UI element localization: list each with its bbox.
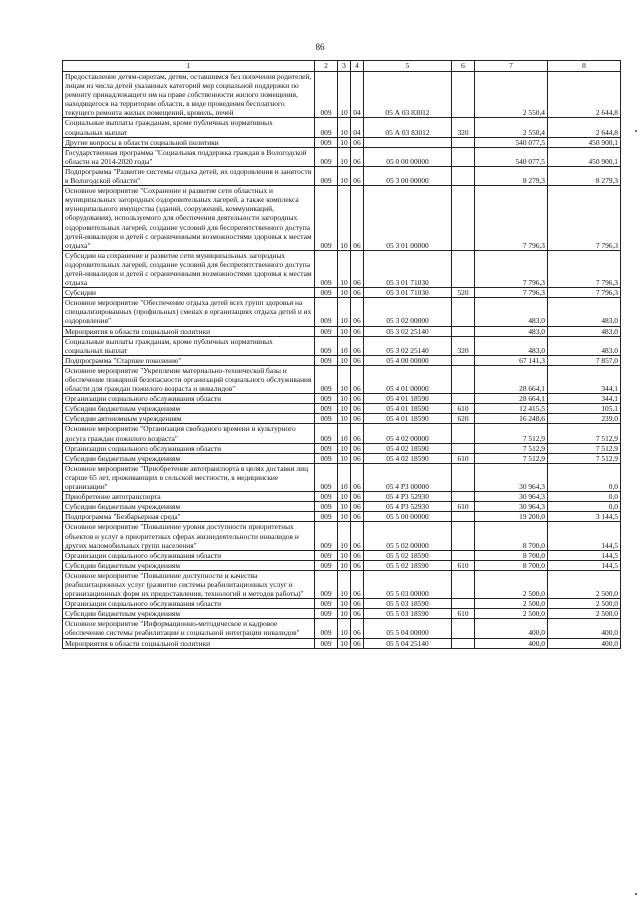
row-rz-cell: 10 bbox=[338, 570, 351, 598]
row-rz-cell: 10 bbox=[338, 147, 351, 166]
row-rz-cell: 10 bbox=[338, 186, 351, 251]
row-pr-cell: 06 bbox=[351, 453, 364, 463]
row-csr-cell: 05 0 00 00000 bbox=[364, 147, 452, 166]
header-col-5: 5 bbox=[364, 61, 452, 72]
row-vr-cell bbox=[452, 326, 475, 336]
page-number: 86 bbox=[315, 42, 325, 52]
row-vr-cell bbox=[452, 137, 475, 147]
row-csr-cell: 05 5 03 00000 bbox=[364, 570, 452, 598]
table-row bbox=[63, 166, 621, 185]
row-vr-cell: 610 bbox=[452, 560, 475, 570]
row-value-2020-cell: 483,0 bbox=[548, 336, 621, 355]
row-vr-cell bbox=[452, 298, 475, 326]
row-csr-cell: 05 3 02 00000 bbox=[364, 298, 452, 326]
table-row bbox=[63, 336, 621, 355]
row-value-2020-cell: 344,1 bbox=[548, 365, 621, 393]
table-row bbox=[63, 560, 621, 570]
row-rz-cell: 10 bbox=[338, 72, 351, 118]
row-pr-cell: 06 bbox=[351, 463, 364, 491]
row-name-cell: Основное мероприятие "Обеспечение отдыха детей всех групп здоровья на специализированных (профильных) сменах в организациях отдыха детей и их оздоровления" bbox=[63, 298, 315, 326]
row-vr-cell bbox=[452, 166, 475, 185]
row-vr-cell bbox=[452, 599, 475, 609]
row-value-2020-cell: 2 644,8 bbox=[548, 118, 621, 137]
header-col-8: 8 bbox=[548, 61, 621, 72]
row-vr-cell: 620 bbox=[452, 414, 475, 424]
row-vr-cell bbox=[452, 638, 475, 648]
row-value-2020-cell: 144,5 bbox=[548, 560, 621, 570]
row-rz-cell: 10 bbox=[338, 336, 351, 355]
row-csr-cell: 05 5 00 00000 bbox=[364, 512, 452, 522]
header-col-6: 6 bbox=[452, 61, 475, 72]
row-csr-cell: 05 4 00 00000 bbox=[364, 355, 452, 365]
row-value-2019-cell: 7 796,3 bbox=[475, 250, 548, 287]
row-rz-cell: 10 bbox=[338, 492, 351, 502]
row-name-cell: Субсидии на сохранение и развитие сети муниципальных загородных оздоровительных лагерей, создание условий для беспрепятственного доступа детей-инвалидов и детей с ограниченными возможностями здоровья к местам отдыха bbox=[63, 250, 315, 287]
row-value-2019-cell: 2 500,0 bbox=[475, 599, 548, 609]
row-csr-cell: 05 3 01 71030 bbox=[364, 288, 452, 298]
row-name-cell: Подпрограмма "Развитие системы отдыха детей, их оздоровления и занятости в Вологодской области" bbox=[63, 166, 315, 185]
row-name-cell: Организации социального обслуживания области bbox=[63, 443, 315, 453]
row-vr-cell bbox=[452, 147, 475, 166]
row-csr-cell: 05 3 01 00000 bbox=[364, 186, 452, 251]
row-value-2020-cell: 2 500,0 bbox=[548, 599, 621, 609]
row-pr-cell: 06 bbox=[351, 522, 364, 550]
table-row bbox=[63, 550, 621, 560]
table-row bbox=[63, 118, 621, 137]
row-vr-cell bbox=[452, 463, 475, 491]
row-pr-cell: 06 bbox=[351, 609, 364, 619]
row-grbs-cell: 009 bbox=[315, 638, 338, 648]
row-value-2019-cell: 400,0 bbox=[475, 638, 548, 648]
row-grbs-cell: 009 bbox=[315, 414, 338, 424]
row-value-2020-cell: 450 900,1 bbox=[548, 137, 621, 147]
row-name-cell: Субсидии бюджетным учреждениям bbox=[63, 453, 315, 463]
row-value-2019-cell: 30 964,3 bbox=[475, 463, 548, 491]
row-name-cell: Основное мероприятие "Информационно-методическое и кадровое обеспечение системы реабилитации и социальной интеграции инвалидов" bbox=[63, 619, 315, 638]
row-csr-cell: 05 А 03 83012 bbox=[364, 118, 452, 137]
row-vr-cell bbox=[452, 424, 475, 443]
row-value-2019-cell: 19 200,0 bbox=[475, 512, 548, 522]
row-value-2019-cell: 400,0 bbox=[475, 619, 548, 638]
row-value-2020-cell: 400,0 bbox=[548, 638, 621, 648]
table-row bbox=[63, 365, 621, 393]
budget-table-body bbox=[63, 61, 621, 649]
row-grbs-cell: 009 bbox=[315, 137, 338, 147]
row-name-cell: Подпрограмма "Безбарьерная среда" bbox=[63, 512, 315, 522]
table-row bbox=[63, 522, 621, 550]
row-grbs-cell: 009 bbox=[315, 570, 338, 598]
row-value-2020-cell: 2 500,0 bbox=[548, 570, 621, 598]
table-row bbox=[63, 502, 621, 512]
row-csr-cell: 05 5 04 25140 bbox=[364, 638, 452, 648]
row-rz-cell: 10 bbox=[338, 404, 351, 414]
table-row bbox=[63, 72, 621, 118]
row-name-cell: Другие вопросы в области социальной политики bbox=[63, 137, 315, 147]
row-pr-cell: 06 bbox=[351, 250, 364, 287]
row-name-cell: Субсидии бюджетным учреждениям bbox=[63, 404, 315, 414]
row-value-2019-cell: 67 141,3 bbox=[475, 355, 548, 365]
row-name-cell: Субсидии бюджетным учреждениям bbox=[63, 560, 315, 570]
row-grbs-cell: 009 bbox=[315, 492, 338, 502]
row-value-2019-cell: 8 700,0 bbox=[475, 560, 548, 570]
table-row bbox=[63, 326, 621, 336]
table-row bbox=[63, 414, 621, 424]
row-pr-cell: 06 bbox=[351, 326, 364, 336]
row-name-cell: Субсидии бюджетным учреждениям bbox=[63, 609, 315, 619]
row-value-2019-cell: 483,0 bbox=[475, 298, 548, 326]
row-pr-cell: 06 bbox=[351, 365, 364, 393]
row-value-2020-cell: 105,1 bbox=[548, 404, 621, 414]
scan-mark bbox=[635, 893, 637, 895]
row-value-2020-cell: 8 279,3 bbox=[548, 166, 621, 185]
row-grbs-cell: 009 bbox=[315, 118, 338, 137]
row-vr-cell: 610 bbox=[452, 609, 475, 619]
row-grbs-cell: 009 bbox=[315, 619, 338, 638]
row-vr-cell bbox=[452, 443, 475, 453]
row-value-2020-cell: 344,1 bbox=[548, 394, 621, 404]
row-vr-cell bbox=[452, 394, 475, 404]
row-grbs-cell: 009 bbox=[315, 424, 338, 443]
row-name-cell: Основное мероприятие "Приобретение автотранспорта в целях доставки лиц старше 65 лет, проживающих в сельской местности, в медицинские организации" bbox=[63, 463, 315, 491]
row-csr-cell: 05 4 02 00000 bbox=[364, 424, 452, 443]
row-value-2020-cell: 400,0 bbox=[548, 619, 621, 638]
row-value-2019-cell: 7 512,9 bbox=[475, 443, 548, 453]
row-rz-cell: 10 bbox=[338, 414, 351, 424]
row-name-cell: Организации социального обслуживания области bbox=[63, 599, 315, 609]
row-rz-cell: 10 bbox=[338, 502, 351, 512]
row-grbs-cell: 009 bbox=[315, 288, 338, 298]
row-pr-cell: 06 bbox=[351, 512, 364, 522]
row-name-cell: Основное мероприятие "Сохранение и развитие сети областных и муниципальных загородных оздоровительных лагерей, а также комплекса муниципального имущества (зданий, сооружений, коммуникаций, оборудования), используемого для обеспечения деятельности загородных оздоровительных лагерей, создание условий для беспрепятственного доступа детей-инвалидов и детей с ограниченными возможностями здоровья к местам отдыха" bbox=[63, 186, 315, 251]
row-vr-cell: 520 bbox=[452, 288, 475, 298]
row-value-2019-cell: 8 700,0 bbox=[475, 522, 548, 550]
row-grbs-cell: 009 bbox=[315, 463, 338, 491]
scan-mark bbox=[635, 130, 637, 132]
table-row bbox=[63, 288, 621, 298]
row-pr-cell: 06 bbox=[351, 492, 364, 502]
row-csr-cell: 05 5 02 18590 bbox=[364, 560, 452, 570]
header-col-4: 4 bbox=[351, 61, 364, 72]
row-csr-cell: 05 4 02 18590 bbox=[364, 443, 452, 453]
row-grbs-cell: 009 bbox=[315, 453, 338, 463]
row-pr-cell: 06 bbox=[351, 355, 364, 365]
row-vr-cell bbox=[452, 72, 475, 118]
row-vr-cell: 610 bbox=[452, 502, 475, 512]
table-row bbox=[63, 453, 621, 463]
row-vr-cell bbox=[452, 250, 475, 287]
table-row bbox=[63, 463, 621, 491]
row-value-2020-cell: 450 900,1 bbox=[548, 147, 621, 166]
row-csr-cell: 05 5 02 18590 bbox=[364, 550, 452, 560]
row-pr-cell: 06 bbox=[351, 599, 364, 609]
row-name-cell: Основное мероприятие "Организация свободного времени и культурного досуга граждан пожилого возраста" bbox=[63, 424, 315, 443]
row-vr-cell bbox=[452, 512, 475, 522]
row-rz-cell: 10 bbox=[338, 365, 351, 393]
table-row bbox=[63, 609, 621, 619]
row-value-2019-cell: 540 077,5 bbox=[475, 147, 548, 166]
row-value-2020-cell: 0,0 bbox=[548, 492, 621, 502]
row-rz-cell: 10 bbox=[338, 638, 351, 648]
row-grbs-cell: 009 bbox=[315, 298, 338, 326]
row-value-2019-cell: 2 500,0 bbox=[475, 609, 548, 619]
row-value-2020-cell: 0,0 bbox=[548, 463, 621, 491]
row-vr-cell bbox=[452, 186, 475, 251]
budget-table bbox=[62, 60, 621, 649]
row-pr-cell: 06 bbox=[351, 186, 364, 251]
row-csr-cell: 05 4 Р3 52930 bbox=[364, 492, 452, 502]
row-value-2019-cell: 12 415,5 bbox=[475, 404, 548, 414]
row-grbs-cell: 009 bbox=[315, 404, 338, 414]
row-vr-cell bbox=[452, 550, 475, 560]
row-grbs-cell: 009 bbox=[315, 355, 338, 365]
row-vr-cell: 320 bbox=[452, 336, 475, 355]
row-csr-cell: 05 5 03 18590 bbox=[364, 609, 452, 619]
table-row bbox=[63, 570, 621, 598]
row-value-2019-cell: 7 512,9 bbox=[475, 453, 548, 463]
row-value-2019-cell: 28 664,1 bbox=[475, 365, 548, 393]
table-row bbox=[63, 443, 621, 453]
table-row bbox=[63, 404, 621, 414]
row-rz-cell: 10 bbox=[338, 619, 351, 638]
row-value-2019-cell: 30 964,3 bbox=[475, 492, 548, 502]
row-value-2020-cell: 239,0 bbox=[548, 414, 621, 424]
header-col-2: 2 bbox=[315, 61, 338, 72]
table-row bbox=[63, 355, 621, 365]
table-row bbox=[63, 512, 621, 522]
row-value-2019-cell: 16 248,6 bbox=[475, 414, 548, 424]
row-pr-cell: 06 bbox=[351, 336, 364, 355]
row-value-2020-cell: 144,5 bbox=[548, 522, 621, 550]
row-grbs-cell: 009 bbox=[315, 186, 338, 251]
row-value-2019-cell: 30 964,3 bbox=[475, 502, 548, 512]
row-pr-cell: 06 bbox=[351, 502, 364, 512]
row-grbs-cell: 009 bbox=[315, 522, 338, 550]
row-rz-cell: 10 bbox=[338, 560, 351, 570]
row-grbs-cell: 009 bbox=[315, 609, 338, 619]
table-header-row bbox=[63, 61, 621, 72]
row-grbs-cell: 009 bbox=[315, 443, 338, 453]
row-pr-cell: 06 bbox=[351, 550, 364, 560]
row-name-cell: Приобретение автотранспорта bbox=[63, 492, 315, 502]
row-vr-cell: 610 bbox=[452, 404, 475, 414]
row-rz-cell: 10 bbox=[338, 137, 351, 147]
row-csr-cell bbox=[364, 137, 452, 147]
row-name-cell: Государственная программа "Социальная поддержка граждан в Вологодской области на 2014-2020 годы" bbox=[63, 147, 315, 166]
row-value-2020-cell: 7 512,9 bbox=[548, 443, 621, 453]
row-value-2020-cell: 2 500,0 bbox=[548, 609, 621, 619]
table-row bbox=[63, 250, 621, 287]
row-value-2020-cell: 7 857,0 bbox=[548, 355, 621, 365]
row-rz-cell: 10 bbox=[338, 609, 351, 619]
row-name-cell: Основное мероприятие "Укрепление материально-технической базы и обеспечение пожарной безопасности организаций социального обслуживания области для граждан пожилого возраста и инвалидов" bbox=[63, 365, 315, 393]
row-csr-cell: 05 4 01 18590 bbox=[364, 414, 452, 424]
row-csr-cell: 05 4 02 18590 bbox=[364, 453, 452, 463]
row-vr-cell bbox=[452, 619, 475, 638]
row-name-cell: Субсидии bbox=[63, 288, 315, 298]
row-rz-cell: 10 bbox=[338, 355, 351, 365]
row-grbs-cell: 009 bbox=[315, 599, 338, 609]
row-value-2019-cell: 2 550,4 bbox=[475, 72, 548, 118]
row-csr-cell: 05 5 03 18590 bbox=[364, 599, 452, 609]
row-value-2020-cell: 0,0 bbox=[548, 502, 621, 512]
table-row bbox=[63, 186, 621, 251]
row-value-2019-cell: 8 279,3 bbox=[475, 166, 548, 185]
row-value-2019-cell: 8 700,0 bbox=[475, 550, 548, 560]
row-vr-cell bbox=[452, 492, 475, 502]
row-value-2020-cell: 7 512,9 bbox=[548, 453, 621, 463]
row-value-2019-cell: 483,0 bbox=[475, 326, 548, 336]
row-pr-cell: 06 bbox=[351, 147, 364, 166]
row-name-cell: Субсидии бюджетным учреждениям bbox=[63, 502, 315, 512]
row-vr-cell: 610 bbox=[452, 453, 475, 463]
row-csr-cell: 05 3 01 71030 bbox=[364, 250, 452, 287]
row-pr-cell: 06 bbox=[351, 424, 364, 443]
row-pr-cell: 06 bbox=[351, 394, 364, 404]
row-pr-cell: 06 bbox=[351, 137, 364, 147]
row-csr-cell: 05 3 02 25140 bbox=[364, 336, 452, 355]
row-csr-cell: 05 А 03 83012 bbox=[364, 72, 452, 118]
row-grbs-cell: 009 bbox=[315, 147, 338, 166]
row-vr-cell bbox=[452, 522, 475, 550]
row-rz-cell: 10 bbox=[338, 463, 351, 491]
table-row bbox=[63, 599, 621, 609]
table-row bbox=[63, 638, 621, 648]
row-name-cell: Социальные выплаты гражданам, кроме публичных нормативных социальных выплат bbox=[63, 336, 315, 355]
row-pr-cell: 04 bbox=[351, 72, 364, 118]
row-pr-cell: 06 bbox=[351, 443, 364, 453]
row-rz-cell: 10 bbox=[338, 522, 351, 550]
row-csr-cell: 05 3 00 00000 bbox=[364, 166, 452, 185]
row-vr-cell bbox=[452, 570, 475, 598]
row-csr-cell: 05 5 02 00000 bbox=[364, 522, 452, 550]
table-row bbox=[63, 492, 621, 502]
row-name-cell: Организации социального обслуживания области bbox=[63, 550, 315, 560]
row-pr-cell: 06 bbox=[351, 638, 364, 648]
row-grbs-cell: 009 bbox=[315, 166, 338, 185]
row-rz-cell: 10 bbox=[338, 250, 351, 287]
row-value-2019-cell: 7 512,9 bbox=[475, 424, 548, 443]
header-col-7: 7 bbox=[475, 61, 548, 72]
row-csr-cell: 05 4 01 00000 bbox=[364, 365, 452, 393]
row-rz-cell: 10 bbox=[338, 443, 351, 453]
row-value-2020-cell: 2 644,8 bbox=[548, 72, 621, 118]
row-pr-cell: 06 bbox=[351, 619, 364, 638]
row-rz-cell: 10 bbox=[338, 512, 351, 522]
row-rz-cell: 10 bbox=[338, 394, 351, 404]
row-value-2020-cell: 7 796,3 bbox=[548, 288, 621, 298]
row-pr-cell: 06 bbox=[351, 560, 364, 570]
row-value-2019-cell: 483,0 bbox=[475, 336, 548, 355]
header-col-1: 1 bbox=[63, 61, 315, 72]
row-value-2020-cell: 144,5 bbox=[548, 550, 621, 560]
table-row bbox=[63, 298, 621, 326]
row-csr-cell: 05 4 Р3 00000 bbox=[364, 463, 452, 491]
table-row bbox=[63, 424, 621, 443]
row-grbs-cell: 009 bbox=[315, 502, 338, 512]
row-rz-cell: 10 bbox=[338, 118, 351, 137]
row-rz-cell: 10 bbox=[338, 326, 351, 336]
row-value-2020-cell: 7 512,9 bbox=[548, 424, 621, 443]
row-grbs-cell: 009 bbox=[315, 560, 338, 570]
row-rz-cell: 10 bbox=[338, 424, 351, 443]
row-rz-cell: 10 bbox=[338, 298, 351, 326]
row-pr-cell: 06 bbox=[351, 414, 364, 424]
row-csr-cell: 05 4 01 18590 bbox=[364, 404, 452, 414]
row-csr-cell: 05 4 Р3 52930 bbox=[364, 502, 452, 512]
row-grbs-cell: 009 bbox=[315, 326, 338, 336]
row-value-2019-cell: 2 550,4 bbox=[475, 118, 548, 137]
row-rz-cell: 10 bbox=[338, 166, 351, 185]
row-pr-cell: 06 bbox=[351, 404, 364, 414]
row-name-cell: Мероприятия в области социальной политики bbox=[63, 326, 315, 336]
table-row bbox=[63, 394, 621, 404]
row-name-cell: Мероприятия в области социальной политики bbox=[63, 638, 315, 648]
row-grbs-cell: 009 bbox=[315, 550, 338, 560]
row-pr-cell: 04 bbox=[351, 118, 364, 137]
row-grbs-cell: 009 bbox=[315, 250, 338, 287]
row-pr-cell: 06 bbox=[351, 570, 364, 598]
row-csr-cell: 05 5 04 00000 bbox=[364, 619, 452, 638]
row-name-cell: Социальные выплаты гражданам, кроме публичных нормативных социальных выплат bbox=[63, 118, 315, 137]
row-name-cell: Организации социального обслуживания области bbox=[63, 394, 315, 404]
row-value-2020-cell: 7 796,3 bbox=[548, 186, 621, 251]
row-value-2019-cell: 7 796,3 bbox=[475, 186, 548, 251]
row-rz-cell: 10 bbox=[338, 288, 351, 298]
row-csr-cell: 05 3 02 25140 bbox=[364, 326, 452, 336]
row-rz-cell: 10 bbox=[338, 599, 351, 609]
row-value-2019-cell: 540 077,5 bbox=[475, 137, 548, 147]
row-grbs-cell: 009 bbox=[315, 72, 338, 118]
row-rz-cell: 10 bbox=[338, 453, 351, 463]
row-pr-cell: 06 bbox=[351, 166, 364, 185]
table-row bbox=[63, 619, 621, 638]
row-pr-cell: 06 bbox=[351, 288, 364, 298]
row-csr-cell: 05 4 01 18590 bbox=[364, 394, 452, 404]
table-row bbox=[63, 147, 621, 166]
row-value-2019-cell: 28 664,1 bbox=[475, 394, 548, 404]
row-value-2020-cell: 483,0 bbox=[548, 298, 621, 326]
row-value-2019-cell: 7 796,3 bbox=[475, 288, 548, 298]
row-name-cell: Предоставление детям-сиротам, детям, оставшимся без попечения родителей, лицам из числа детей указанных категорий мер социальной поддержки по ремонту принадлежащего им на праве собственности жилого помещения, находящегося на территории области, в виде проведения бесплатного текущего ремонта жилых помещений, кровель, печей bbox=[63, 72, 315, 118]
row-value-2019-cell: 2 500,0 bbox=[475, 570, 548, 598]
row-grbs-cell: 009 bbox=[315, 336, 338, 355]
row-pr-cell: 06 bbox=[351, 298, 364, 326]
row-name-cell: Подпрограмма "Старшее поколение" bbox=[63, 355, 315, 365]
header-col-3: 3 bbox=[338, 61, 351, 72]
row-value-2020-cell: 7 796,3 bbox=[548, 250, 621, 287]
row-name-cell: Субсидии автономным учреждениям bbox=[63, 414, 315, 424]
table-row bbox=[63, 137, 621, 147]
row-grbs-cell: 009 bbox=[315, 512, 338, 522]
row-grbs-cell: 009 bbox=[315, 365, 338, 393]
row-grbs-cell: 009 bbox=[315, 394, 338, 404]
row-vr-cell: 320 bbox=[452, 118, 475, 137]
row-vr-cell bbox=[452, 355, 475, 365]
row-name-cell: Основное мероприятие "Повышение доступности и качества реабилитационных услуг (развитие системы реабилитационных услуг и организационных форм их предоставления, технологий и методов работы)" bbox=[63, 570, 315, 598]
row-name-cell: Основное мероприятие "Повышение уровня доступности приоритетных объектов и услуг в приоритетных сферах жизнедеятельности инвалидов и других маломобильных групп населения" bbox=[63, 522, 315, 550]
row-value-2020-cell: 3 144,5 bbox=[548, 512, 621, 522]
row-rz-cell: 10 bbox=[338, 550, 351, 560]
row-vr-cell bbox=[452, 365, 475, 393]
row-value-2020-cell: 483,0 bbox=[548, 326, 621, 336]
